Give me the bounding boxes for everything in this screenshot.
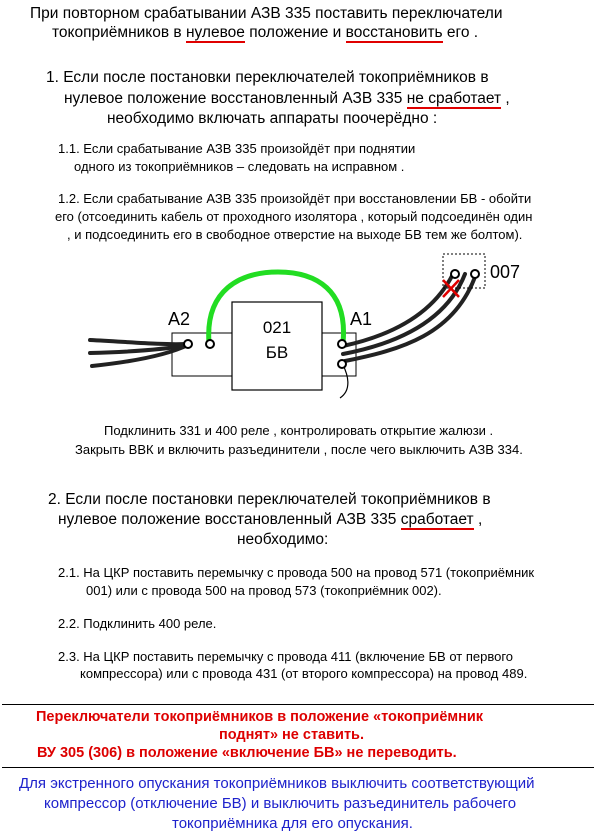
intro-line-1: При повторном срабатывании АЗВ 335 поставить переключатели	[30, 5, 503, 22]
intro-underlined-restore: восстановить	[345, 24, 443, 41]
sec1-heading-line-3: необходимо включать аппараты поочерёдно :	[107, 110, 438, 127]
sec2-heading-line-1: 2. Если после постановки переключателей токоприёмников в	[48, 491, 491, 508]
sec2-2-line: 2.2. Подклинить 400 реле.	[58, 616, 217, 631]
note-line-1: Подклинить 331 и 400 реле , контролировать открытие жалюзи .	[104, 423, 494, 438]
sec1-2-line-3: , и подсоединить его в свободное отверстие на выходе БВ тем же болтом).	[67, 227, 523, 242]
terminal-007-post	[451, 270, 459, 278]
sec1-1-line-2: одного из токоприёмников – следовать на исправном .	[74, 159, 405, 174]
intro-line-2	[52, 24, 478, 42]
sec1-underlined-not-trip: не сработает	[406, 90, 502, 107]
sec2-text: ,	[473, 511, 483, 528]
warning-line-1: Переключатели токоприёмников в положение «токоприёмник	[36, 709, 484, 725]
sec1-heading-line-2	[64, 90, 510, 108]
sec2-3-line-2: компрессора) или с провода 431 (от второго компрессора) на провод 489.	[80, 666, 528, 681]
a1-plate	[322, 333, 356, 376]
sec1-text: нулевое положение восстановленный АЗВ 335	[64, 90, 407, 107]
a1-label: А1	[350, 309, 373, 329]
sec2-1-line-2: 001) или с провода 500 на провод 573 (токоприёмник 002).	[86, 583, 442, 598]
sec2-1-line-1: 2.1. На ЦКР поставить перемычку с провода 500 на провод 571 (токоприёмник	[58, 565, 535, 580]
sec1-2-line-2: его (отсоединить кабель от проходного изолятора , который подсоединён один	[55, 209, 533, 224]
lower-cable	[340, 365, 348, 398]
sec2-text: нулевое положение восстановленный АЗВ 335	[58, 511, 401, 528]
a2-terminal	[206, 340, 214, 348]
sec2-heading-line-3: необходимо:	[237, 531, 329, 548]
sec2-3-line-1: 2.3. На ЦКР поставить перемычку с провода 411 (включение БВ от первого	[58, 649, 514, 664]
bv-connection-diagram	[0, 250, 599, 410]
footer-line-3: токоприёмника для его опускания.	[172, 815, 413, 832]
a2-label: А2	[168, 309, 191, 329]
intro-text: токоприёмников в	[52, 24, 186, 41]
sec1-heading-line-1: 1. Если после постановки переключателей токоприёмников в	[46, 69, 489, 86]
a1-terminal	[338, 340, 346, 348]
bv-box-name: БВ	[265, 343, 289, 362]
note-line-2: Закрыть ВВК и включить разъединители , после чего выключить АЗВ 334.	[75, 442, 523, 457]
sec1-text: ,	[501, 90, 510, 107]
warning-line-3: ВУ 305 (306) в положение «включение БВ» не переводить.	[37, 745, 457, 761]
sec1-2-line-1: 1.2. Если срабатывание АЗВ 335 произойдёт при восстановлении БВ - обойти	[58, 191, 532, 206]
a1-terminal	[338, 360, 346, 368]
a2-plate	[172, 333, 232, 376]
terminal-007-post	[471, 270, 479, 278]
intro-text: его .	[442, 24, 479, 41]
warning-line-2: поднят» не ставить.	[219, 727, 364, 743]
bv-box-number: 021	[262, 318, 292, 337]
sec2-underlined-trips: сработает	[400, 511, 474, 528]
footer-line-2: компрессор (отключение БВ) и выключить разъединитель рабочего	[44, 795, 517, 812]
divider-bottom	[2, 767, 594, 768]
terminal-007-label: 007	[490, 262, 521, 282]
sec2-heading-line-2	[58, 511, 482, 529]
sec1-1-line-1: 1.1. Если срабатывание АЗВ 335 произойдёт при поднятии	[58, 141, 416, 156]
intro-text: положение и	[244, 24, 346, 41]
divider-top	[2, 704, 594, 705]
a2-terminal	[184, 340, 192, 348]
footer-line-1: Для экстренного опускания токоприёмников выключить соответствующий	[19, 775, 535, 792]
intro-underlined-zero: нулевое	[185, 24, 245, 41]
